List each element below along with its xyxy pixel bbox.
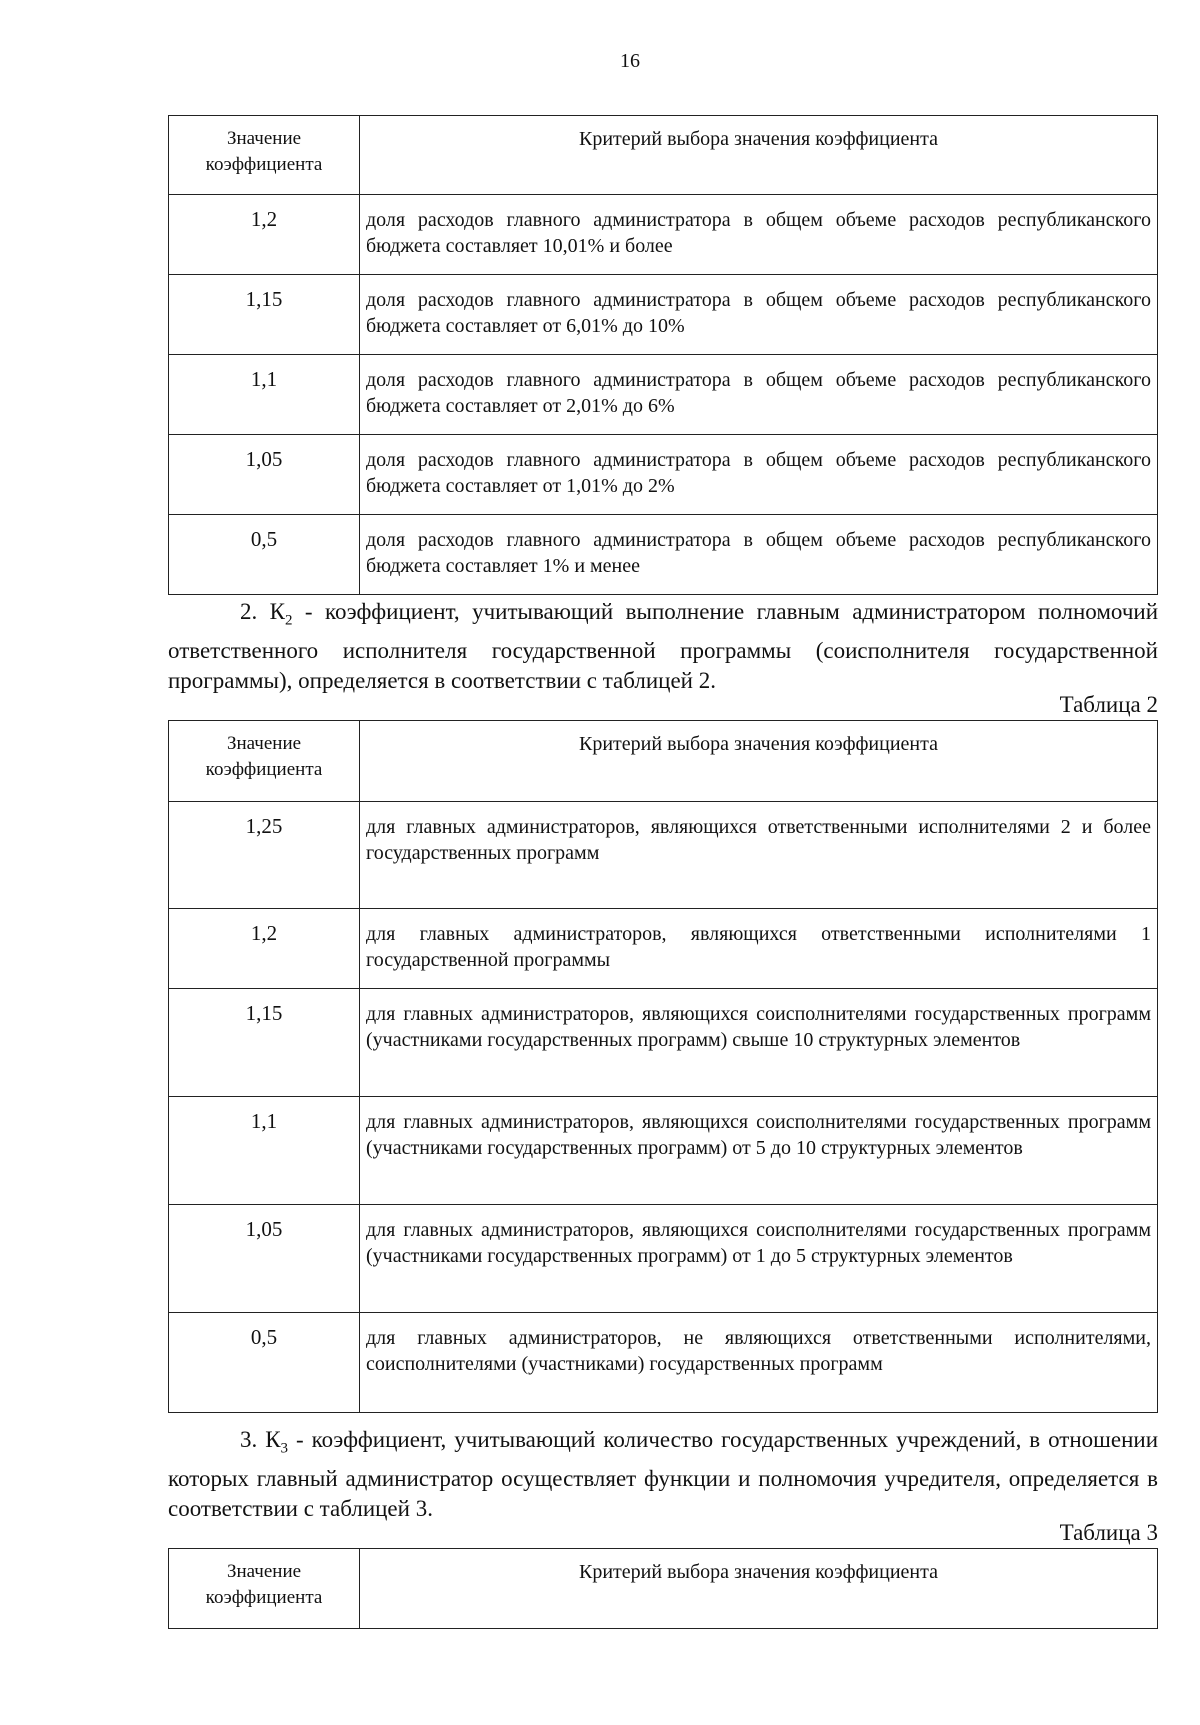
criterion-text: для главных администраторов, являющихся соисполнителями государственных программ (участниками государственных программ) от 1 до 5 структурных элементов <box>360 1205 1158 1313</box>
table-row <box>169 1313 1158 1413</box>
table-row <box>169 435 1158 515</box>
coefficient-value: 1,2 <box>169 195 360 275</box>
coefficient-value: 0,5 <box>169 515 360 595</box>
table-2-label: Таблица 2 <box>1059 692 1158 717</box>
k3-text: - коэффициент, учитывающий количество государственных учреждений, в отношении которых главный администратор осуществляет функции и полномочия учредителя, определяется в соответствии с таблицей 3. <box>168 1427 1159 1521</box>
coefficient-value: 1,05 <box>169 435 360 515</box>
criterion-text: для главных администраторов, являющихся ответственными исполнителями 1 государственной программы <box>360 909 1158 989</box>
criterion-text: для главных администраторов, не являющихся ответственными исполнителями, соисполнителями (участниками) государственных программ <box>360 1313 1158 1413</box>
table-row <box>169 515 1158 595</box>
table-header-row <box>169 116 1158 195</box>
coefficient-value: 1,15 <box>169 989 360 1097</box>
table-1 <box>168 115 1158 595</box>
coefficient-value: 1,1 <box>169 1097 360 1205</box>
table-row <box>169 802 1158 909</box>
criterion-text: доля расходов главного администратора в общем объеме расходов республиканского бюджета составляет от 1,01% до 2% <box>360 435 1158 515</box>
k3-prefix: 3. К <box>240 1427 281 1452</box>
table-row <box>169 355 1158 435</box>
criterion-text: для главных администраторов, являющихся соисполнителями государственных программ (участниками государственных программ) от 5 до 10 структурных элементов <box>360 1097 1158 1205</box>
table-header-row <box>169 1549 1158 1629</box>
paragraph-k3 <box>168 1425 1158 1524</box>
table-2 <box>168 720 1158 1413</box>
criterion-column-header: Критерий выбора значения коэффициента <box>360 1549 1158 1629</box>
k2-prefix: 2. К <box>240 599 285 624</box>
coefficient-value: 1,1 <box>169 355 360 435</box>
coefficient-value: 1,2 <box>169 909 360 989</box>
criterion-text: доля расходов главного администратора в общем объеме расходов республиканского бюджета составляет от 2,01% до 6% <box>360 355 1158 435</box>
table-row <box>169 1097 1158 1205</box>
table-row <box>169 989 1158 1097</box>
table-3-label: Таблица 3 <box>1059 1520 1158 1545</box>
paragraph-k2 <box>168 597 1158 696</box>
table-row <box>169 909 1158 989</box>
criterion-column-header: Критерий выбора значения коэффициента <box>360 721 1158 802</box>
table-header-row <box>169 721 1158 802</box>
k3-subscript: 3 <box>280 1440 289 1457</box>
value-column-header: Значение коэффициента <box>169 1549 360 1629</box>
value-column-header: Значение коэффициента <box>169 116 360 195</box>
coefficient-value: 0,5 <box>169 1313 360 1413</box>
k2-text: - коэффициент, учитывающий выполнение главным администратором полномочий ответственного исполнителя государственной программы (соисполнителя государственной программы), определяется в соответствии с таблицей 2. <box>168 599 1159 693</box>
table-row <box>169 195 1158 275</box>
coefficient-value: 1,15 <box>169 275 360 355</box>
table-row <box>169 1205 1158 1313</box>
value-column-header: Значение коэффициента <box>169 721 360 802</box>
criterion-column-header: Критерий выбора значения коэффициента <box>360 116 1158 195</box>
coefficient-value: 1,25 <box>169 802 360 909</box>
criterion-text: для главных администраторов, являющихся ответственными исполнителями 2 и более государственных программ <box>360 802 1158 909</box>
table-row <box>169 275 1158 355</box>
k2-subscript: 2 <box>285 612 293 629</box>
criterion-text: доля расходов главного администратора в общем объеме расходов республиканского бюджета составляет от 6,01% до 10% <box>360 275 1158 355</box>
table-3 <box>168 1548 1158 1629</box>
criterion-text: для главных администраторов, являющихся соисполнителями государственных программ (участниками государственных программ) свыше 10 структурных элементов <box>360 989 1158 1097</box>
coefficient-value: 1,05 <box>169 1205 360 1313</box>
criterion-text: доля расходов главного администратора в общем объеме расходов республиканского бюджета составляет 10,01% и более <box>360 195 1158 275</box>
page-number: 16 <box>620 50 640 72</box>
criterion-text: доля расходов главного администратора в общем объеме расходов республиканского бюджета составляет 1% и менее <box>360 515 1158 595</box>
